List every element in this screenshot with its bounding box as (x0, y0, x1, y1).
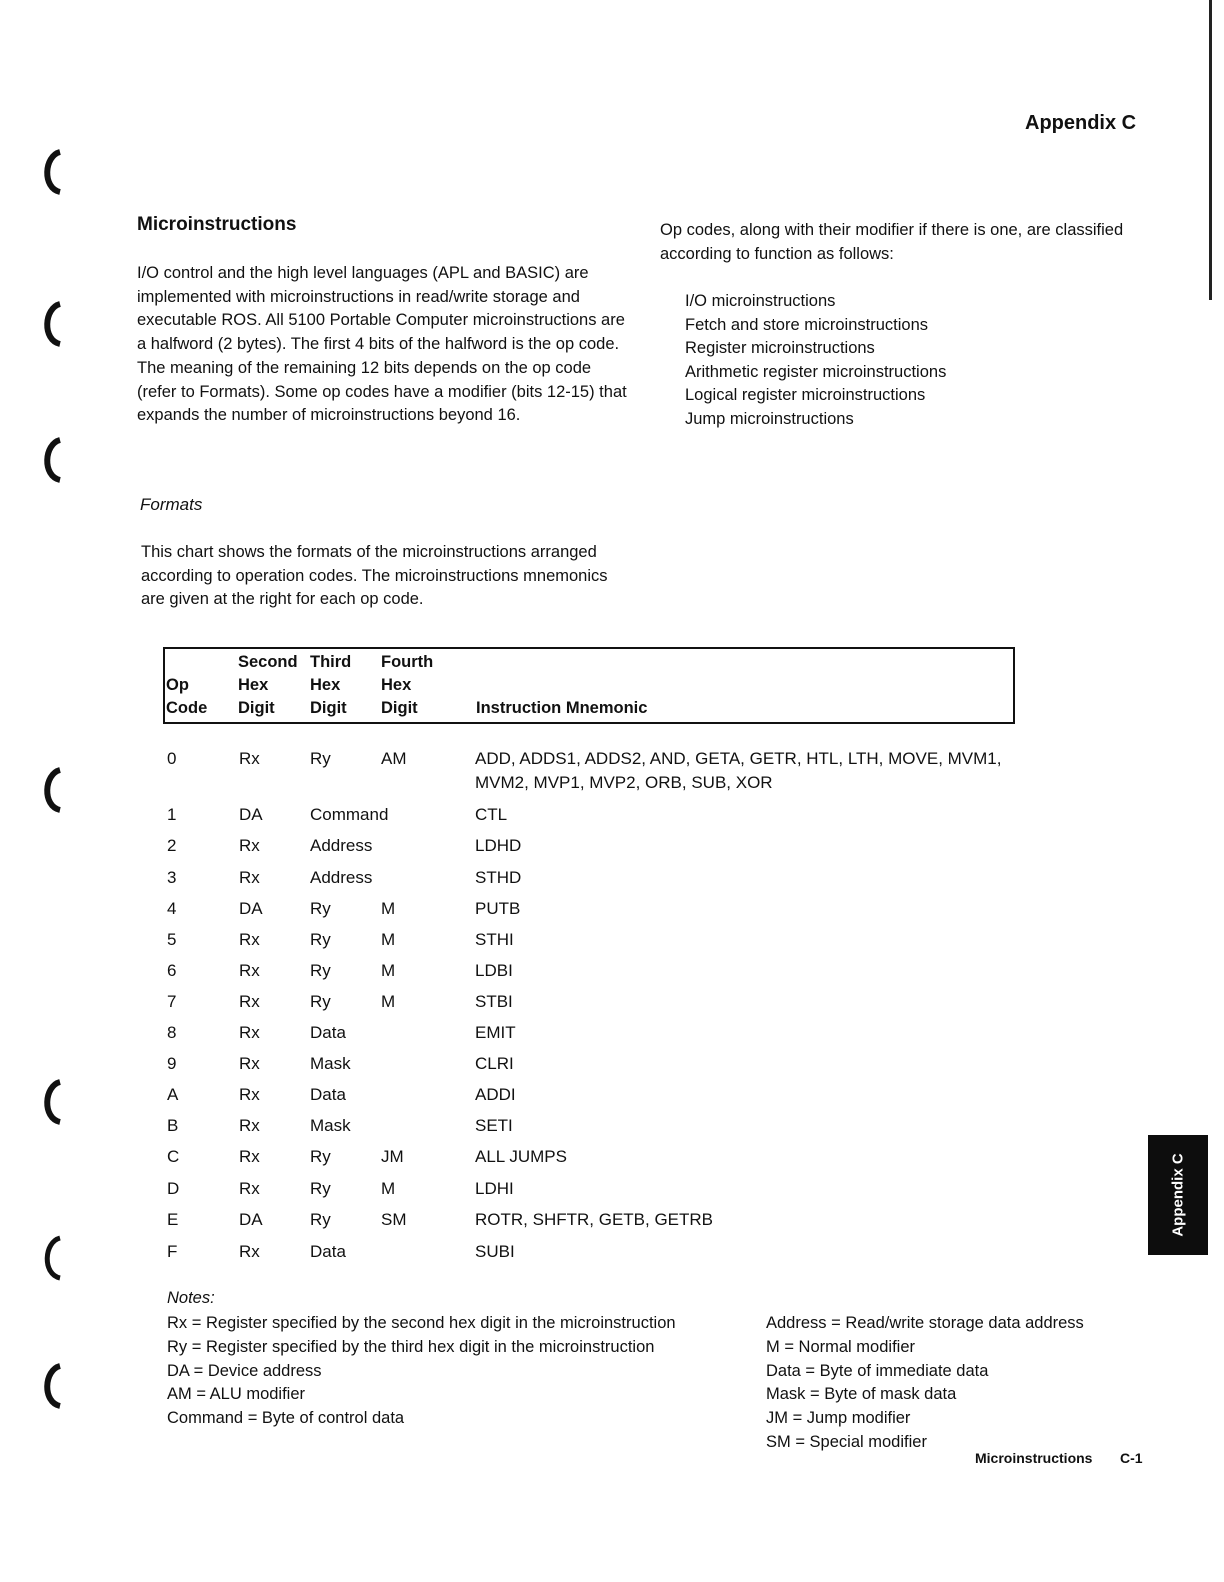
binder-ring-icon (38, 1234, 66, 1282)
page-number: C-1 (1120, 1450, 1143, 1466)
note-item: Rx = Register specified by the second hex digit in the microinstruction (167, 1314, 676, 1332)
third-digit-cell: Command (310, 805, 389, 824)
mnemonic-cell: PUTB (475, 899, 521, 918)
op-code-cell: 0 (167, 749, 177, 768)
side-tab-label: Appendix C (1169, 1153, 1187, 1237)
op-code-cell: 3 (167, 868, 177, 887)
mnemonic-cell: CLRI (475, 1054, 514, 1073)
intro-paragraph: I/O control and the high level languages (APL and BASIC) are implemented with microinstructions in read/write storage and executable ROS. All 5100 Portable Computer microinstructions are a halfword (2 bytes). The first 4 bits of the halfword is the op code. The meaning of the remaining 12 bits depends on the op code (refer to Formats). Some op codes have a modifier (bits 12-15) that expands the number of microinstructions beyond 16. (137, 264, 627, 425)
category-item: Fetch and store microinstructions (685, 315, 929, 334)
mnemonic-cell: SUBI (475, 1242, 515, 1261)
second-digit-cell: Rx (239, 961, 260, 980)
third-digit-cell: Ry (310, 1147, 331, 1166)
header-fourth-hex-digit: Fourth Hex Digit (381, 653, 434, 717)
third-digit-cell: Data (310, 1085, 346, 1104)
third-digit-cell: Mask (310, 1116, 351, 1135)
op-code-cell: 9 (167, 1054, 177, 1073)
mnemonic-cell: STBI (475, 992, 513, 1011)
third-digit-cell: Ry (310, 930, 331, 949)
note-item: Command = Byte of control data (167, 1409, 405, 1428)
fourth-digit-cell: AM (381, 749, 407, 768)
mnemonic-cell: ALL JUMPS (475, 1147, 567, 1166)
mnemonic-cell: LDHD (475, 836, 522, 855)
second-digit-cell: DA (239, 899, 263, 918)
mnemonic-cell: STHI (475, 930, 514, 949)
second-digit-cell: Rx (239, 1116, 260, 1135)
op-code-cell: 2 (167, 836, 177, 855)
third-digit-cell: Address (310, 868, 373, 887)
binder-ring-icon (38, 148, 66, 196)
classification-intro: Op codes, along with their modifier if there is one, are classified according to function as follows: (660, 221, 1124, 263)
appendix-side-tab (1148, 1135, 1208, 1255)
third-digit-cell: Ry (310, 749, 331, 768)
third-digit-cell: Ry (310, 961, 331, 980)
second-digit-cell: Rx (239, 868, 260, 887)
note-item: Data = Byte of immediate data (766, 1361, 989, 1380)
formats-title: Formats (140, 495, 203, 514)
third-digit-cell: Ry (310, 899, 331, 918)
binder-ring-icon (38, 1362, 66, 1410)
second-digit-cell: Rx (239, 1085, 260, 1104)
binder-ring-icon (38, 1078, 66, 1126)
op-code-cell: 4 (167, 899, 177, 918)
mnemonic-cell: ROTR, SHFTR, GETB, GETRB (475, 1210, 714, 1229)
op-code-cell: 1 (167, 805, 177, 824)
mnemonic-cell: SETI (475, 1116, 513, 1135)
note-item: SM = Special modifier (766, 1432, 927, 1451)
header-op-code: Op Code (166, 676, 208, 717)
third-digit-cell: Ry (310, 1179, 331, 1198)
mnemonic-cell: CTL (475, 805, 508, 824)
note-item: Ry = Register specified by the third hex digit in the microinstruction (167, 1337, 655, 1356)
third-digit-cell: Data (310, 1023, 346, 1042)
category-item: Logical register microinstructions (685, 386, 926, 404)
page-edge-line (1209, 0, 1212, 300)
op-code-cell: 5 (167, 930, 177, 949)
category-item: Arithmetic register microinstructions (685, 362, 947, 381)
section-title: Microinstructions (137, 214, 297, 235)
second-digit-cell: Rx (239, 1242, 260, 1261)
fourth-digit-cell: SM (381, 1210, 407, 1229)
fourth-digit-cell: M (381, 961, 396, 980)
third-digit-cell: Data (310, 1242, 346, 1261)
fourth-digit-cell: M (381, 899, 396, 918)
second-digit-cell: DA (239, 805, 263, 824)
second-digit-cell: Rx (239, 1023, 260, 1042)
note-item: Mask = Byte of mask data (766, 1385, 957, 1404)
op-code-cell: 8 (167, 1023, 177, 1042)
header-second-hex-digit: Second Hex Digit (238, 653, 298, 717)
mnemonic-cell: ADD, ADDS1, ADDS2, AND, GETA, GETR, HTL, LTH, MOVE, MVM1, MVM2, MVP1, MVP2, ORB, SUB, XOR (475, 749, 1002, 792)
mnemonic-cell: LDBI (475, 961, 513, 980)
op-code-cell: 7 (167, 992, 177, 1011)
binder-ring-icon (38, 436, 66, 484)
fourth-digit-cell: M (381, 930, 396, 949)
op-code-cell: B (167, 1116, 179, 1135)
second-digit-cell: Rx (239, 992, 260, 1011)
notes-title: Notes: (167, 1289, 215, 1307)
op-code-cell: A (167, 1085, 179, 1104)
op-code-cell: 6 (167, 961, 177, 980)
fourth-digit-cell: M (381, 992, 396, 1011)
fourth-digit-cell: M (381, 1179, 396, 1198)
category-item: I/O microinstructions (685, 292, 836, 310)
second-digit-cell: Rx (239, 836, 260, 855)
second-digit-cell: Rx (239, 1147, 260, 1166)
third-digit-cell: Ry (310, 992, 331, 1011)
note-item: Address = Read/write storage data address (766, 1314, 1084, 1332)
notes-left-list (167, 1312, 676, 1431)
footer-section-label: Microinstructions (975, 1450, 1093, 1466)
binder-ring-icon (38, 300, 66, 348)
category-item: Jump microinstructions (685, 409, 854, 428)
third-digit-cell: Mask (310, 1054, 351, 1073)
mnemonic-cell: STHD (475, 868, 522, 887)
fourth-digit-cell: JM (381, 1147, 404, 1166)
second-digit-cell: Rx (239, 1179, 260, 1198)
formats-description: This chart shows the formats of the microinstructions arranged according to operation codes. The microinstructions mnemonics are given at the right for each op code. (141, 543, 608, 609)
third-digit-cell: Ry (310, 1210, 331, 1229)
page-header-title: Appendix C (1025, 112, 1137, 134)
op-code-cell: F (167, 1242, 178, 1261)
second-digit-cell: Rx (239, 930, 260, 949)
second-digit-cell: Rx (239, 749, 260, 768)
second-digit-cell: DA (239, 1210, 263, 1229)
header-instruction-mnemonic: Instruction Mnemonic (476, 699, 648, 717)
op-code-cell: C (167, 1147, 180, 1166)
header-third-hex-digit: Third Hex Digit (310, 653, 352, 717)
note-item: M = Normal modifier (766, 1337, 915, 1356)
second-digit-cell: Rx (239, 1054, 260, 1073)
note-item: AM = ALU modifier (167, 1385, 306, 1404)
note-item: DA = Device address (167, 1361, 322, 1380)
mnemonic-cell: EMIT (475, 1023, 516, 1042)
category-list (685, 290, 946, 431)
op-code-cell: E (167, 1210, 179, 1229)
binder-ring-icon (38, 766, 66, 814)
mnemonic-cell: LDHI (475, 1179, 514, 1198)
op-code-cell: D (167, 1179, 180, 1198)
category-item: Register microinstructions (685, 339, 875, 357)
mnemonic-cell: ADDI (475, 1085, 516, 1104)
notes-right-list (766, 1312, 1084, 1455)
note-item: JM = Jump modifier (766, 1409, 911, 1428)
third-digit-cell: Address (310, 836, 373, 855)
